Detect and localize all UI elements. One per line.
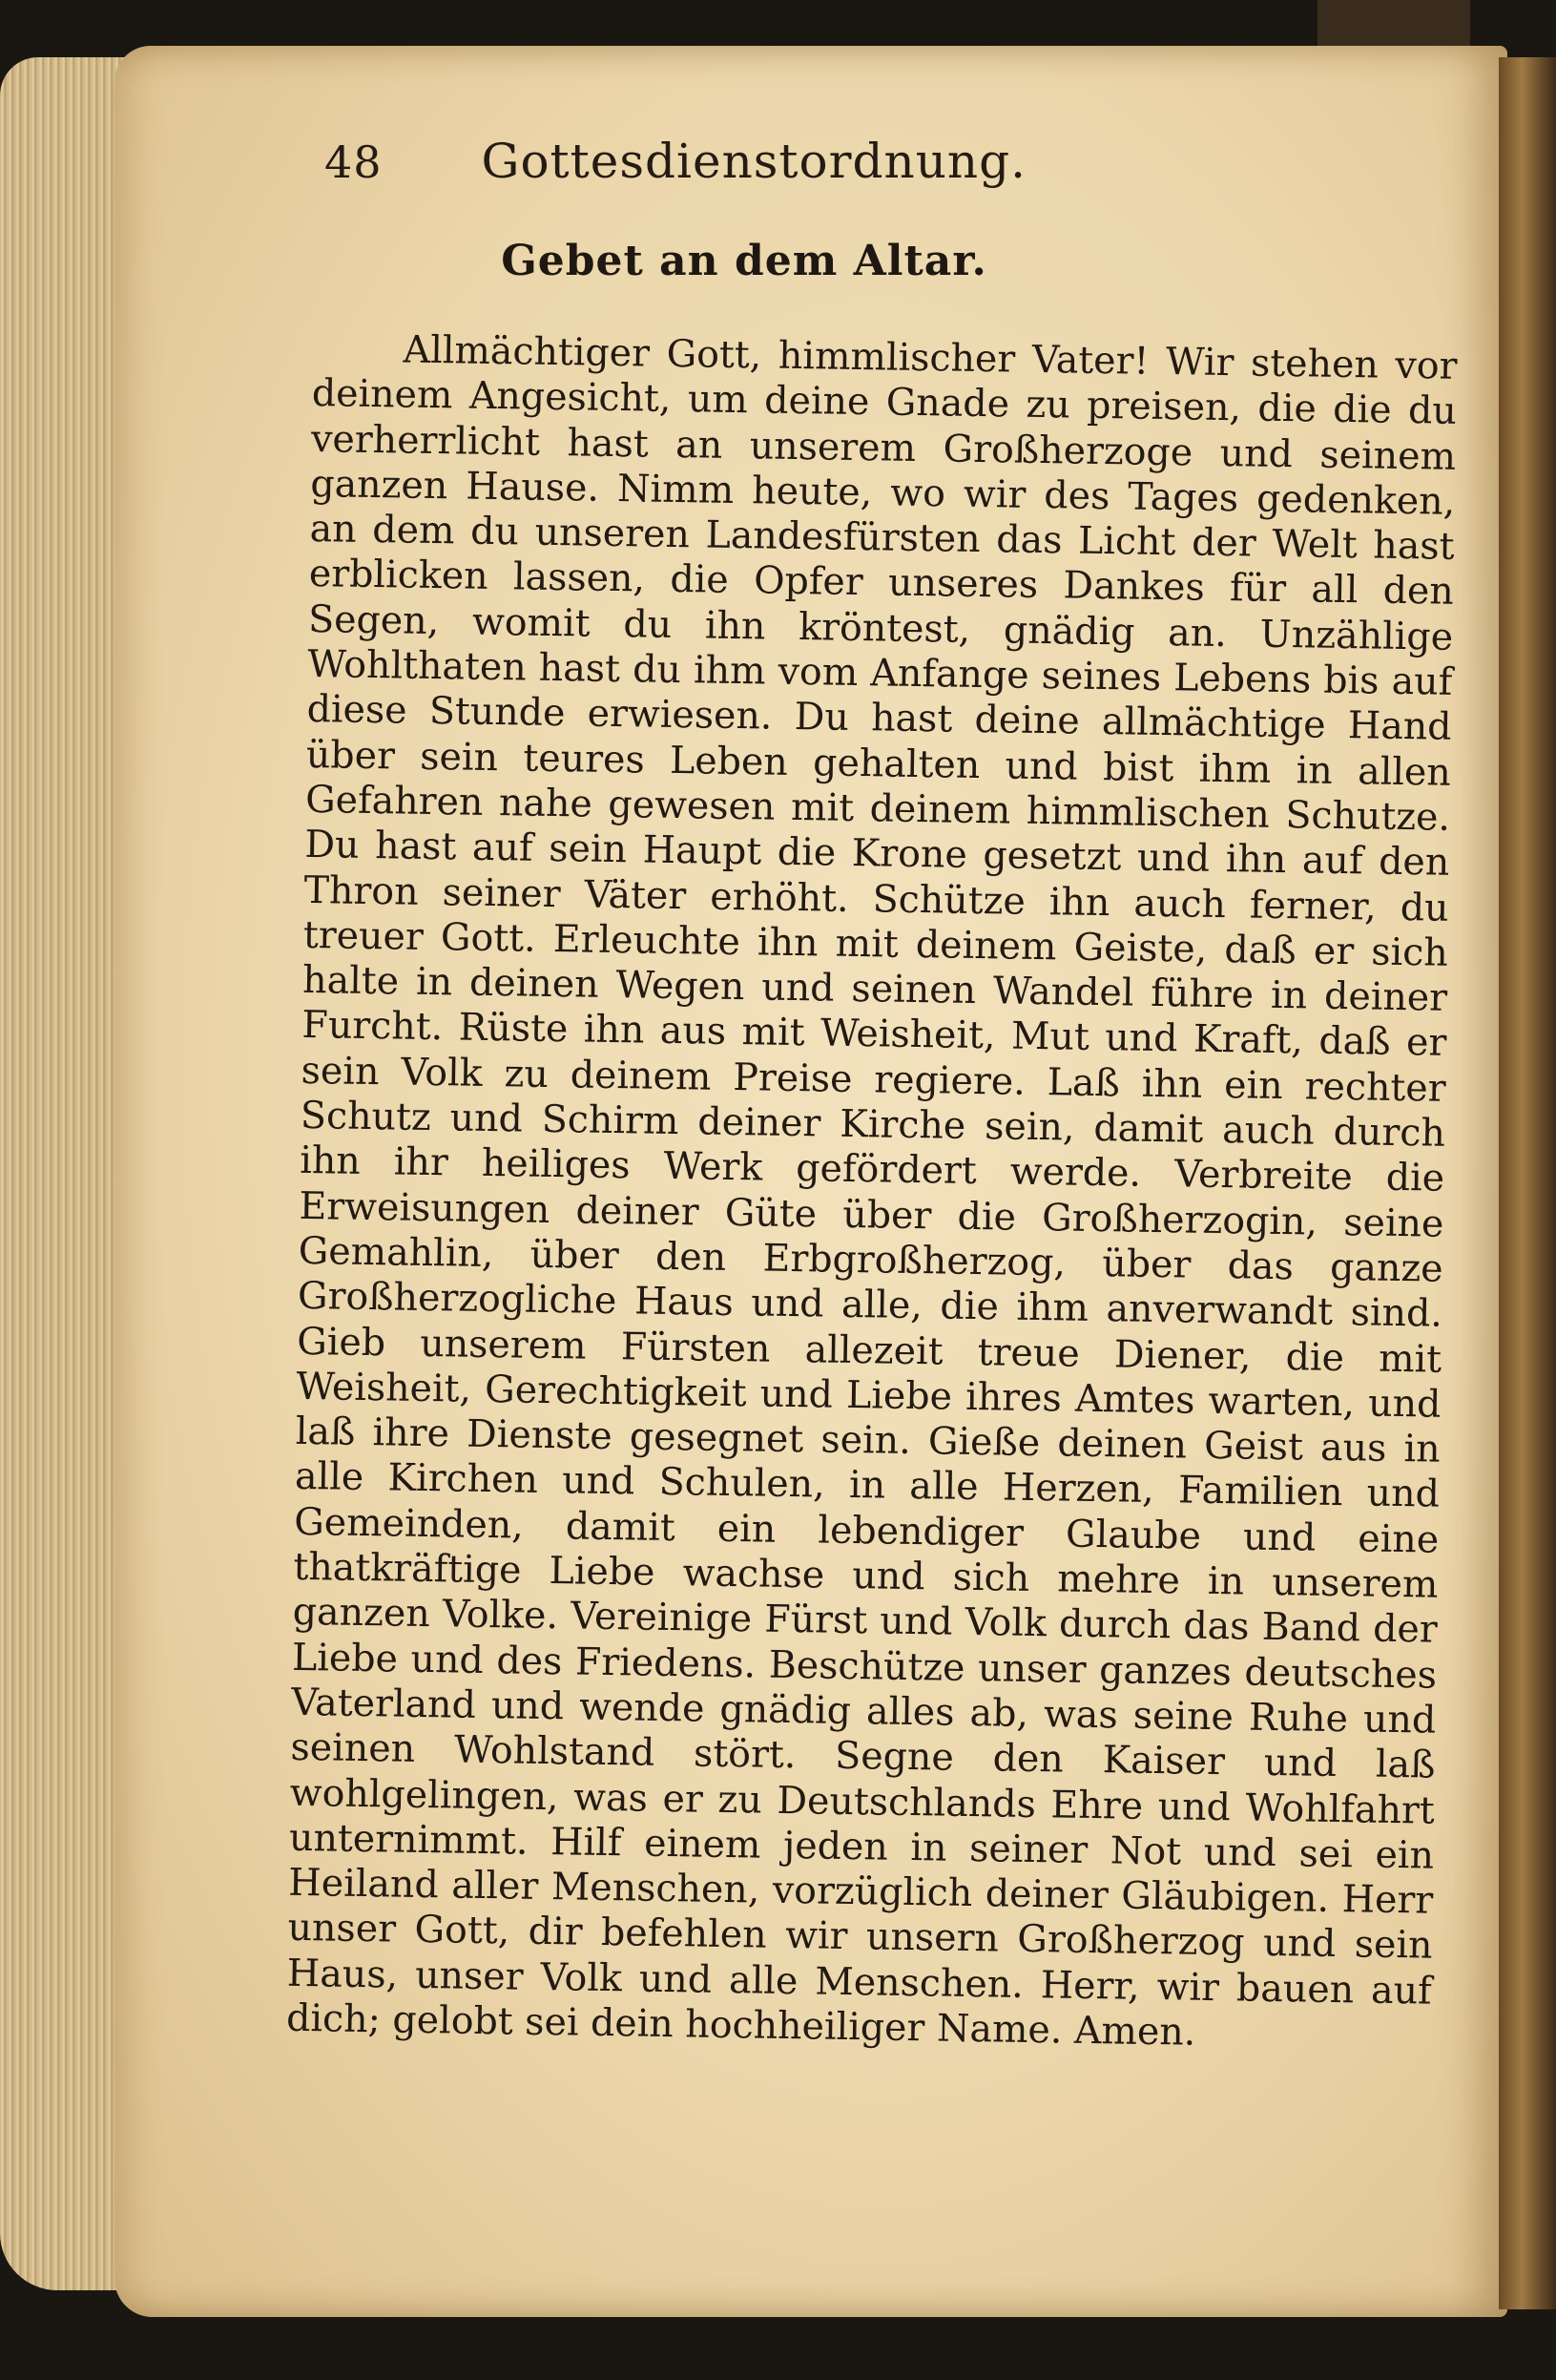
section-title: Gottesdienstordnung. [481, 134, 1027, 189]
page-number: 48 [324, 136, 383, 188]
prayer-title: Gebet an dem Altar. [501, 237, 987, 285]
prayer-body-text: Allmächtiger Gott, himmlischer Vater! Wir stehen vor deinem Angesicht, um deine Gnade zu preisen, die die du verherrlicht hast an unserem Großherzoge und seinem ganzen Hause. Nimm heute, wo wir des Tages gedenken, an dem du unseren Landesfürsten das Licht der Welt hast erblicken lassen, die Opfer unseres Dankes für all den Segen, womit du ihn kröntest, gnädig an. Unzählige Wohlthaten hast du ihm vom Anfange seines Lebens bis auf diese Stunde erwiesen. Du hast deine allmächtige Hand über sein teures Leben gehalten und bist ihm in allen Gefahren nahe gewesen mit deinem himmlischen Schutze. Du hast auf sein Haupt die Krone gesetzt und ihn auf den Thron seiner Väter erhöht. Schütze ihn auch ferner, du treuer Gott. Erleuchte ihn mit deinem Geiste, daß er sich halte in deinen Wegen und seinen Wandel führe in deiner Furcht. Rüste ihn aus mit Weisheit, Mut und Kraft, daß er sein Volk zu deinem Preise regiere. Laß ihn ein rechter Schutz und Schirm deiner Kirche sein, damit auch durch ihn ihr heiliges Werk gefördert werde. Verbreite die Erweisungen deiner Güte über die Großherzogin, seine Gemahlin, über den Erbgroßherzog, über das ganze Großherzogliche Haus und alle, die ihm anverwandt sind. Gieb unserem Fürsten allezeit treue Diener, die mit Weisheit, Gerechtigkeit und Liebe ihres Amtes warten, und laß ihre Dienste gesegnet sein. Gieße deinen Geist aus in alle Kirchen und Schulen, in alle Herzen, Familien und Gemeinden, damit ein lebendiger Glaube und eine thatkräftige Liebe wachse und sich mehre in unserem ganzen Volke. Vereinige Fürst und Volk durch das Band der Liebe und des Friedens. Beschütze unser ganzes deutsches Vaterland und wende gnädig alles ab, was seine Ruhe und seinen Wohlstand stört. Segne den Kaiser und laß wohlgelingen, was er zu Deutschlands Ehre und Wohlfahrt unternimmt. Hilf einem jeden in seiner Not und sei ein Heiland aller Menschen, vorzüglich deiner Gläubigen. Herr unser Gott, dir befehlen wir unsern Großherzog und sein Haus, unser Volk und alle Menschen. Herr, wir bauen auf dich; gelobt sei dein hochheiliger Name. Amen. [285, 327, 1458, 2055]
book-spine [1499, 57, 1556, 2309]
running-header [324, 134, 1164, 189]
